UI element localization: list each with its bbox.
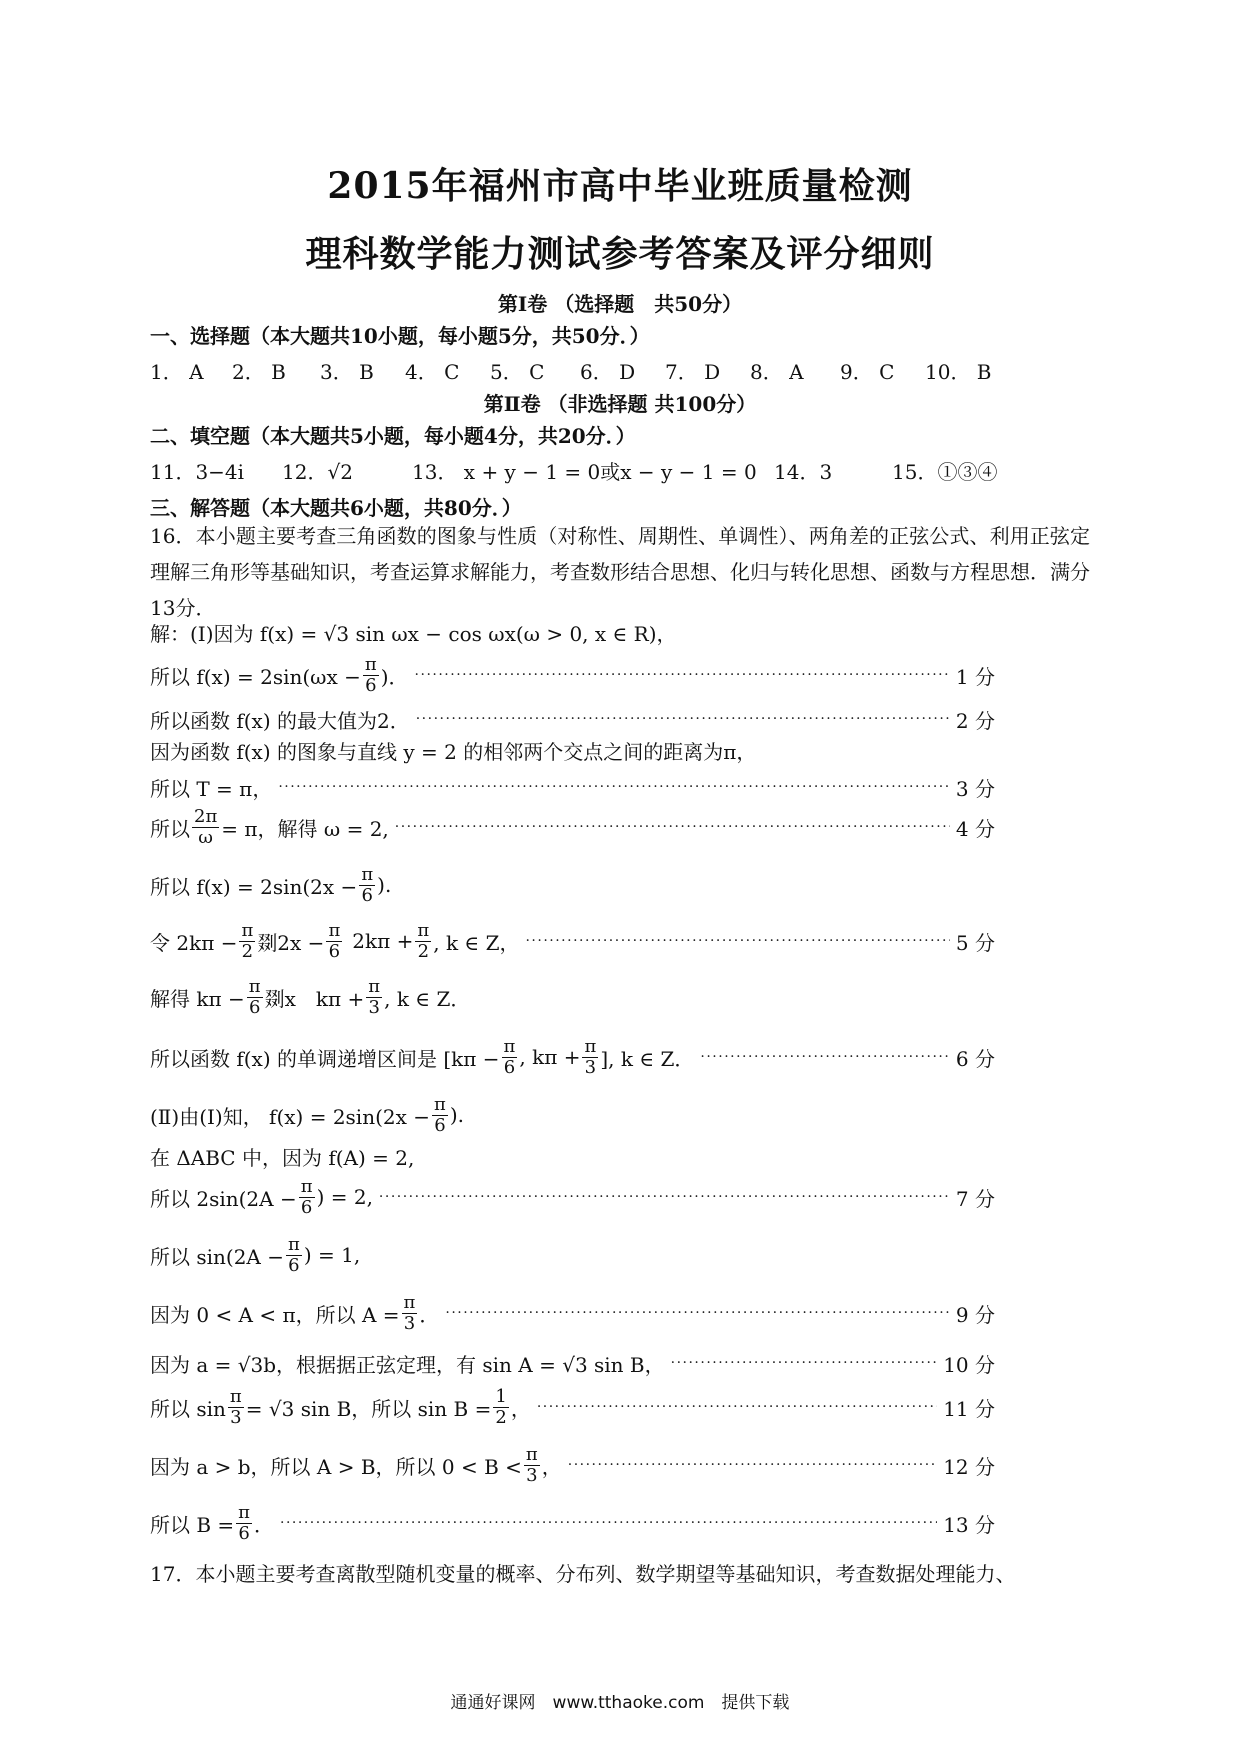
- leader-dots: [700, 1049, 950, 1065]
- leader-dots: [278, 779, 950, 795]
- leader-dots: [416, 711, 950, 727]
- section-two-heading: 二、填空题（本大题共5小题，每小题4分，共20分．）: [150, 424, 636, 448]
- problem-17-intro: 17．本小题主要考查离散型随机变量的概率、分布列、数学期望等基础知识，考查数据处理能力、: [150, 1562, 1016, 1586]
- score-label: 6 分: [955, 1046, 995, 1071]
- score-label: 2 分: [955, 708, 995, 733]
- leader-dots: [525, 933, 949, 949]
- solution-line: 解：(Ⅰ)因为 f(x) = √3 sin ωx − cos ωx(ω > 0, x ∈ R)，: [150, 622, 677, 646]
- solution-line: 所以 f(x) = 2sin(2x − $\frac{\pi}{6}$ ).: [150, 863, 392, 906]
- choice-answer: 1． A: [150, 360, 204, 384]
- score-label: 3 分: [955, 776, 995, 801]
- page-footer: 通通好课网 www.tthaoke.com 提供下载: [450, 1693, 790, 1713]
- document-title: 2015年福州市高中毕业班质量检测: [327, 165, 913, 207]
- fill-answer-11: 11．3−4i: [150, 460, 245, 484]
- fill-answer-15: 15．①③④: [892, 460, 998, 484]
- score-label: 7 分: [955, 1186, 995, 1211]
- fill-answer-13: 13． x + y − 1 = 0或x − y − 1 = 0: [412, 460, 757, 484]
- fill-answer-12: 12．√2: [282, 460, 353, 484]
- score-label: 1 分: [955, 664, 995, 689]
- choice-answer: 7． D: [665, 360, 721, 384]
- solution-line: 所以函数 f(x) 的单调递增区间是 [kπ − $\frac{\pi}{6}$ , kπ + $\frac{\pi}{3}$ ], k ∈ Z． ····· 6 分: [150, 1030, 995, 1084]
- solution-line: 所以函数 f(x) 的最大值为2． ····· 2 分: [150, 692, 995, 746]
- solution-line: 在 ΔABC 中，因为 f(A) = 2,: [150, 1146, 415, 1170]
- solution-line: 令 2kπ − $\frac{\pi}{2}$ 剟2x − $\frac{\pi}{6}$ 2kπ + $\frac{\pi}{2}$ , k ∈ Z， ····· 5 分: [150, 914, 995, 968]
- part-two-heading: 第Ⅱ卷 （非选择题 共100分）: [483, 392, 757, 416]
- leader-dots: [568, 1457, 937, 1473]
- choice-answer: 9． C: [840, 360, 895, 384]
- score-label: 9 分: [955, 1302, 995, 1327]
- choice-answer: 6． D: [580, 360, 636, 384]
- choice-answer: 4． C: [405, 360, 460, 384]
- leader-dots: [415, 667, 950, 683]
- solution-line: 所以 2sin(2A − $\frac{\pi}{6}$ ) = 2, ····· 7 分: [150, 1170, 995, 1224]
- solution-line: 所以 T = π， ····· 3 分: [150, 760, 995, 814]
- score-label: 12 分: [943, 1454, 995, 1479]
- score-label: 10 分: [943, 1352, 995, 1377]
- solution-line: 所以 B = $\frac{\pi}{6}$ ． ····· 13 分: [150, 1496, 995, 1550]
- leader-dots: [445, 1305, 950, 1321]
- solution-line: 所以 sin(2A − $\frac{\pi}{6}$ ) = 1,: [150, 1233, 361, 1276]
- choice-answer: 3． B: [320, 360, 374, 384]
- document-subtitle: 理科数学能力测试参考答案及评分细则: [305, 233, 935, 275]
- leader-dots: [395, 819, 950, 835]
- leader-dots: [537, 1399, 937, 1415]
- choice-answer: 2． B: [232, 360, 286, 384]
- fill-answer-14: 14．3: [774, 460, 833, 484]
- score-label: 11 分: [943, 1396, 995, 1421]
- leader-dots: [280, 1515, 937, 1531]
- choice-answer: 5． C: [490, 360, 545, 384]
- section-three-heading: 三、解答题（本大题共6小题，共80分．）: [150, 496, 522, 520]
- leader-dots: [379, 1189, 950, 1205]
- part-one-heading: 第Ⅰ卷 （选择题 共50分）: [497, 292, 743, 316]
- problem-16-intro: 16．本小题主要考查三角函数的图象与性质（对称性、周期性、单调性）、两角差的正弦公式、利用正弦定理解三角形等基础知识，考查运算求解能力，考查数形结合思想、化归与转化思想、函数与方程思想．满分13分．: [150, 524, 1090, 620]
- solution-line: 所以 sin $\frac{\pi}{3}$ = √3 sin B，所以 sin B = $\frac{1}{2}$ ， ····· 11 分: [150, 1380, 995, 1434]
- section-one-heading: 一、选择题（本大题共10小题，每小题5分，共50分．）: [150, 324, 650, 348]
- choice-answer: 8． A: [750, 360, 804, 384]
- solution-line: 所以 $\frac{2\pi}{\omega}$ = π，解得 ω = 2, ····· 4 分: [150, 800, 995, 854]
- solution-line: (Ⅱ)由(Ⅰ)知， f(x) = 2sin(2x − $\frac{\pi}{6}$ ).: [150, 1093, 465, 1136]
- solution-line: 解得 kπ − $\frac{\pi}{6}$ 剟x kπ + $\frac{\pi}{3}$ , k ∈ Z．: [150, 975, 471, 1018]
- choice-answer: 10． B: [925, 360, 992, 384]
- score-label: 5 分: [955, 930, 995, 955]
- solution-line: 因为 a = √3b，根据据正弦定理，有 sin A = √3 sin B， ····· 10 分: [150, 1336, 995, 1390]
- score-label: 4 分: [955, 816, 995, 841]
- score-label: 13 分: [943, 1512, 995, 1537]
- solution-line: 因为 a > b，所以 A > B，所以 0 < B < $\frac{\pi}{3}$ ， ····· 12 分: [150, 1438, 995, 1492]
- solution-line: 因为 0 < A < π，所以 A = $\frac{\pi}{3}$ ． ····· 9 分: [150, 1286, 995, 1340]
- solution-line: 所以 f(x) = 2sin(ωx − $\frac{\pi}{6}$ )． ····· 1 分: [150, 648, 995, 702]
- leader-dots: [671, 1355, 938, 1371]
- solution-line: 因为函数 f(x) 的图象与直线 y = 2 的相邻两个交点之间的距离为π，: [150, 740, 757, 764]
